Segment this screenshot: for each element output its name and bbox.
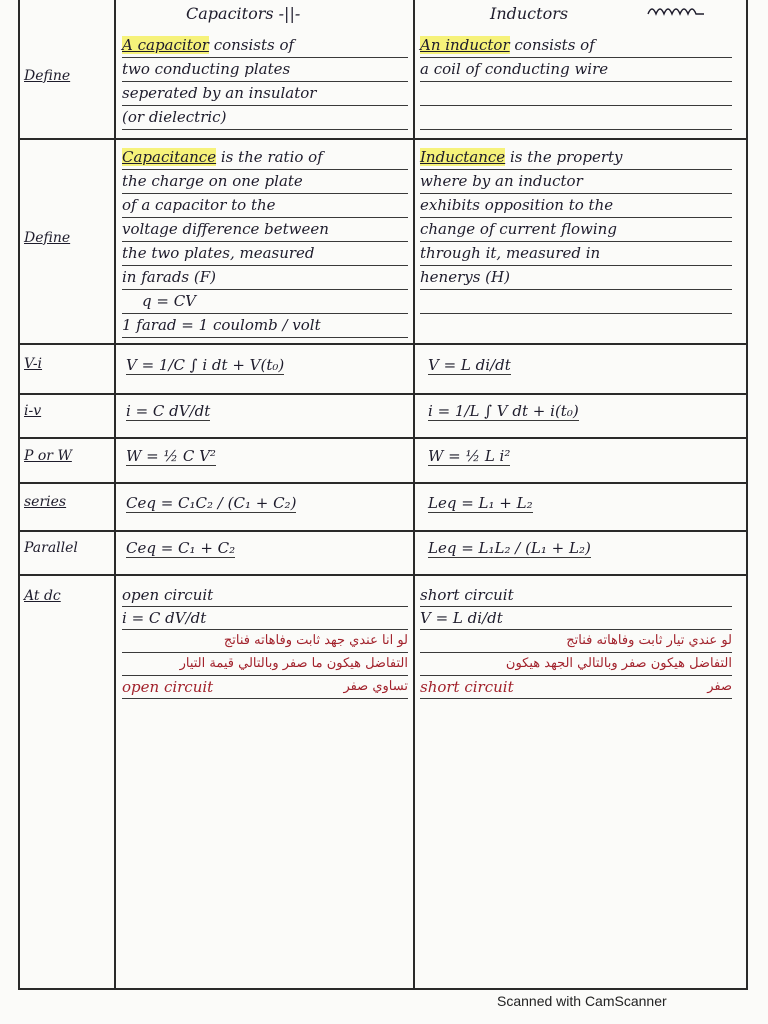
formula-text: Ceq = C₁ + C₂ — [126, 539, 236, 557]
formula-text: V = L di/dt — [428, 356, 511, 374]
formula-text: V = L di/dt — [420, 607, 732, 630]
text-line: q = CV — [122, 290, 408, 314]
formula-text: i = C dV/dt — [122, 607, 408, 630]
inductance-definition — [420, 146, 732, 314]
divider — [18, 343, 746, 345]
arabic-note: تساوي صفر — [343, 679, 408, 694]
capacitor-v-i-formula — [126, 356, 284, 375]
capacitor-i-v-formula — [126, 402, 210, 421]
capacitor-energy-formula — [126, 447, 216, 466]
capacitor-definition — [122, 34, 408, 130]
text-line: (or dielectric) — [122, 106, 408, 130]
divider — [18, 393, 746, 395]
inductor-series-formula — [428, 494, 533, 513]
formula-text: Leq = L₁L₂ / (L₁ + L₂) — [428, 539, 591, 557]
text-line: henerys (H) — [420, 266, 732, 290]
text-line: of a capacitor to the — [122, 194, 408, 218]
header-inductors: Inductors — [490, 4, 569, 23]
dc-tail: open circuit — [122, 678, 214, 696]
highlight-term: An inductor — [420, 36, 510, 54]
text-line: the two plates, measured — [122, 242, 408, 266]
text-line: two conducting plates — [122, 58, 408, 82]
arabic-note: لو انا عندي جهد ثابت وفاهاته فناتج — [122, 630, 408, 653]
formula-text: W = ½ L i² — [428, 447, 511, 465]
arabic-note-line — [420, 676, 732, 699]
row-label-parallel: Parallel — [24, 540, 78, 556]
arabic-note-line — [122, 676, 408, 699]
divider — [413, 0, 415, 990]
divider — [18, 437, 746, 439]
blank-line — [420, 82, 732, 106]
blank-line — [420, 290, 732, 314]
text-line: consists of — [509, 36, 595, 54]
inductor-i-v-formula — [428, 402, 579, 421]
row-label-define: Define — [24, 230, 71, 246]
formula-text: i = 1/L ∫ V dt + i(t₀) — [428, 402, 579, 420]
divider — [18, 574, 746, 576]
text-line: is the property — [505, 148, 623, 166]
capacitor-parallel-formula — [126, 539, 235, 558]
text-line: exhibits opposition to the — [420, 194, 732, 218]
coil-icon — [646, 2, 706, 18]
text-line: change of current flowing — [420, 218, 732, 242]
arabic-note: التفاضل هيكون صفر وبالتالي الجهد هيكون — [420, 653, 732, 676]
inductor-parallel-formula — [428, 539, 591, 558]
arabic-note: التفاضل هيكون ما صفر وبالتالي قيمة التيار — [122, 653, 408, 676]
formula-text: W = ½ C V² — [126, 447, 216, 465]
highlight-term: Inductance — [420, 148, 506, 166]
scanner-watermark: Scanned with CamScanner — [497, 993, 667, 1009]
row-label-power-work: P or W — [24, 448, 72, 464]
divider — [746, 0, 748, 990]
arabic-note: صفر — [707, 679, 732, 694]
text-line: where by an inductor — [420, 170, 732, 194]
divider — [18, 988, 746, 990]
inductor-energy-formula — [428, 447, 510, 466]
text-line: seperated by an insulator — [122, 82, 408, 106]
text-line: is the ratio of — [216, 148, 323, 166]
inductor-definition — [420, 34, 732, 130]
header-capacitors: Capacitors -||- — [186, 4, 301, 23]
formula-text: V = 1/C ∫ i dt + V(t₀) — [126, 356, 285, 374]
arabic-note: لو عندي تيار ثابت وفاهاته فناتج — [420, 630, 732, 653]
formula-text: i = C dV/dt — [126, 402, 211, 420]
inductor-v-i-formula — [428, 356, 511, 375]
text-line: a coil of conducting wire — [420, 58, 732, 82]
divider — [114, 0, 116, 990]
formula-text: Leq = L₁ + L₂ — [428, 494, 533, 512]
capacitance-definition — [122, 146, 408, 338]
dc-tail: short circuit — [420, 678, 514, 696]
divider — [18, 482, 746, 484]
row-label-define: Define — [24, 68, 71, 84]
dc-title: short circuit — [420, 584, 732, 607]
divider — [18, 530, 746, 532]
capacitor-dc-notes — [122, 584, 408, 699]
row-label-i-v: i-v — [24, 403, 42, 419]
dc-title: open circuit — [122, 584, 408, 607]
text-line: consists of — [208, 36, 295, 54]
highlight-term: A capacitor — [122, 36, 209, 54]
row-label-series: series — [24, 494, 67, 510]
divider — [18, 0, 20, 990]
formula-text: Ceq = C₁C₂ / (C₁ + C₂) — [126, 494, 297, 512]
text-line: through it, measured in — [420, 242, 732, 266]
divider — [18, 138, 746, 140]
text-line: 1 farad = 1 coulomb / volt — [122, 314, 408, 338]
capacitor-series-formula — [126, 494, 296, 513]
text-line: voltage difference between — [122, 218, 408, 242]
inductor-dc-notes — [420, 584, 732, 699]
highlight-term: Capacitance — [122, 148, 217, 166]
blank-line — [420, 106, 732, 130]
row-label-v-i: V-i — [24, 356, 43, 372]
row-label-at-dc: At dc — [24, 588, 61, 604]
text-line: in farads (F) — [122, 266, 408, 290]
text-line: the charge on one plate — [122, 170, 408, 194]
